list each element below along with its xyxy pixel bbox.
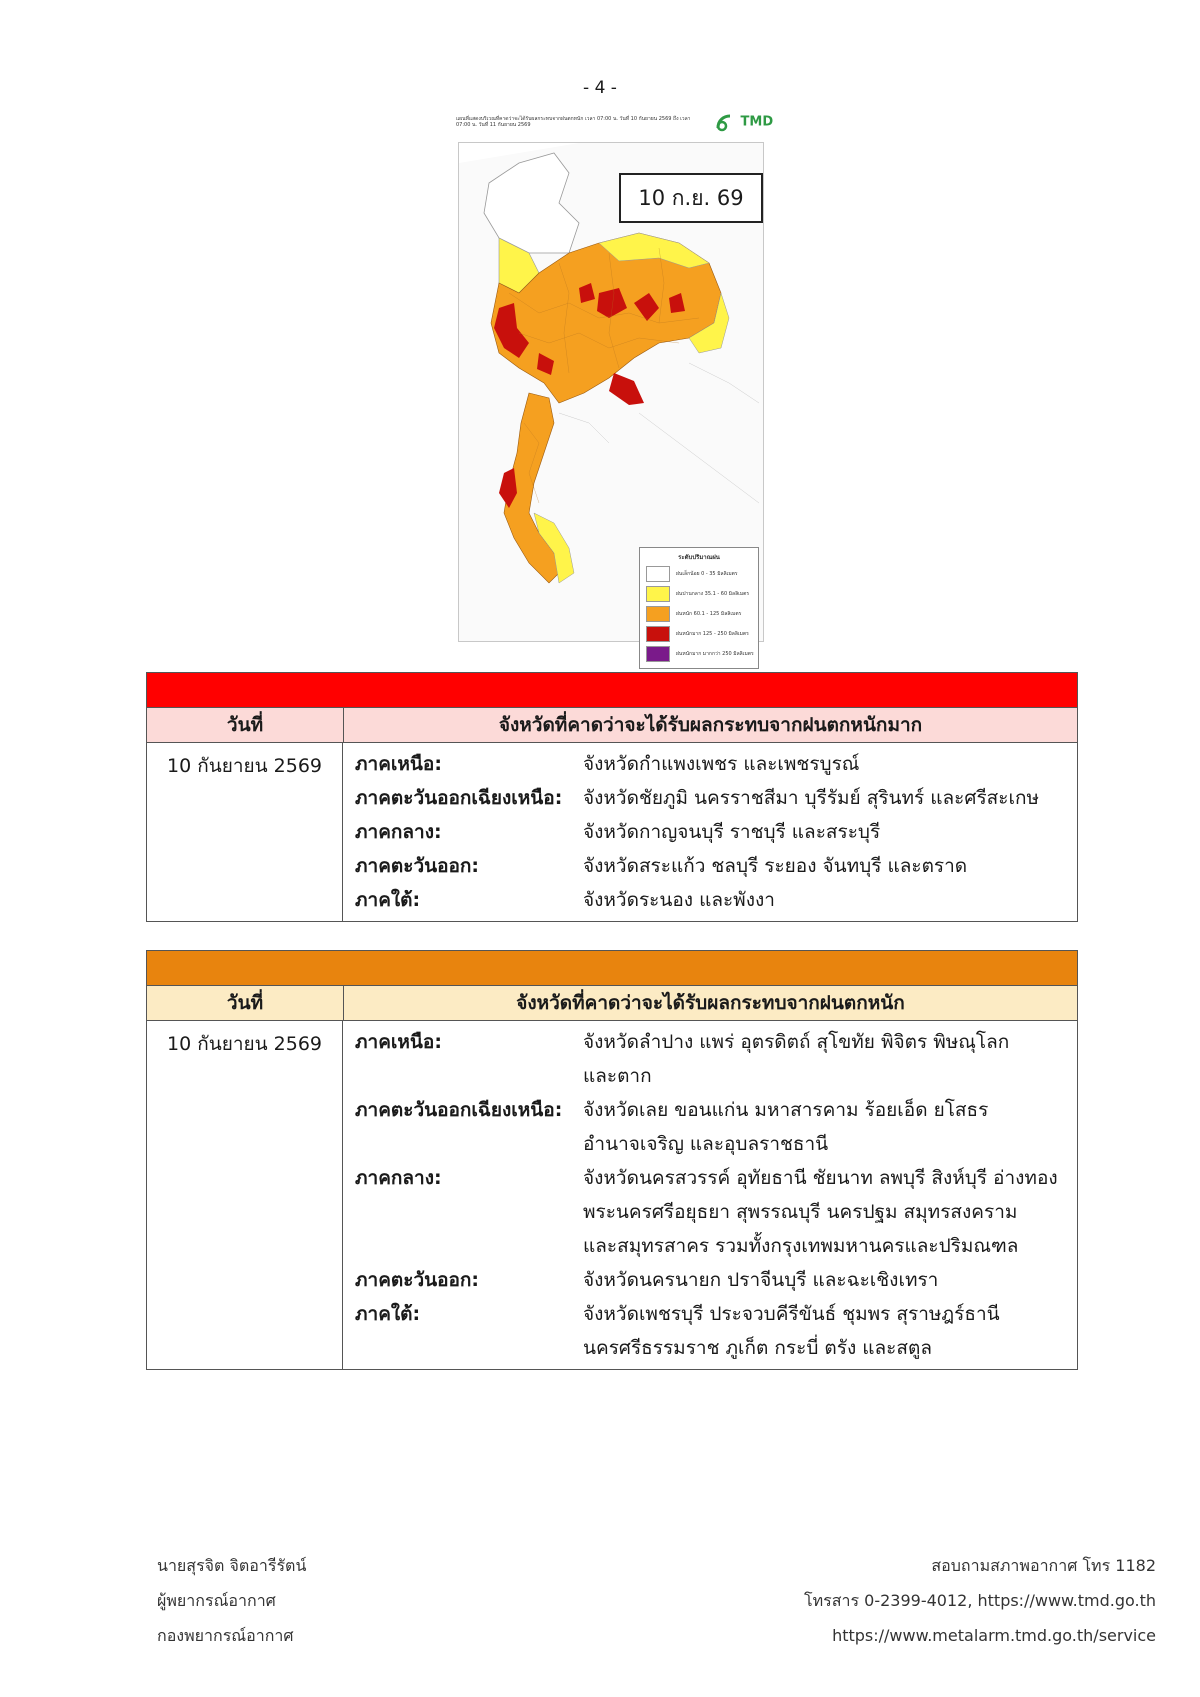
region-list <box>343 743 1077 921</box>
legend-item <box>640 564 758 584</box>
region-provinces: และสมุทรสาคร รวมทั้งกรุงเทพมหานครและปริมณฑล <box>583 1235 1019 1257</box>
forecaster-title: ผู้พยากรณ์อากาศ <box>157 1591 276 1610</box>
region-name: ภาคตะวันออกเฉียงเหนือ: <box>355 787 563 809</box>
legend-label: ฝนเล็กน้อย 0 - 35 มิลลิเมตร <box>676 571 738 577</box>
forecast-date: 10 กันยายน 2569 <box>147 743 343 921</box>
legend-swatch <box>646 566 670 582</box>
contact-info <box>804 1548 1156 1653</box>
region-name <box>343 1059 583 1093</box>
tmd-logo <box>714 112 774 136</box>
region-name <box>343 1127 583 1161</box>
region-provinces: จังหวัดนครสวรรค์ อุทัยธานี ชัยนาท ลพบุรี สิงห์บุรี อ่างทอง <box>583 1167 1058 1189</box>
region-provinces: จังหวัดสระแก้ว ชลบุรี ระยอง จันทบุรี และตราด <box>583 855 968 877</box>
region-name: ภาคใต้: <box>355 889 421 911</box>
table-body <box>147 743 1077 921</box>
header-date: วันที่ <box>147 708 344 742</box>
legend-swatch <box>646 606 670 622</box>
very-heavy-rain-table <box>146 672 1078 922</box>
region-row <box>343 1263 1077 1297</box>
region-row <box>343 1331 1077 1365</box>
legend-swatch <box>646 646 670 662</box>
region-name: ภาคเหนือ: <box>355 1031 442 1053</box>
map-frame <box>458 142 764 657</box>
forecaster-name: นายสุรจิต จิตอารีรัตน์ <box>157 1556 307 1575</box>
region-provinces: จังหวัดกาญจนบุรี ราชบุรี และสระบุรี <box>583 821 881 843</box>
table-header <box>147 708 1077 743</box>
header-provinces: จังหวัดที่คาดว่าจะได้รับผลกระทบจากฝนตกหนักมาก <box>498 714 923 736</box>
region-row <box>343 849 1077 883</box>
region-provinces: จังหวัดนครนายก ปราจีนบุรี และฉะเชิงเทรา <box>583 1269 939 1291</box>
legend-swatch <box>646 626 670 642</box>
region-provinces: จังหวัดเพชรบุรี ประจวบคีรีขันธ์ ชุมพร สุราษฎร์ธานี <box>583 1303 1000 1325</box>
legend-item <box>640 624 758 644</box>
region-provinces: และตาก <box>583 1065 652 1087</box>
region-row <box>343 1297 1077 1331</box>
heavy-rain-table <box>146 950 1078 1370</box>
legend-label: ฝนปานกลาง 35.1 - 60 มิลลิเมตร <box>676 591 750 597</box>
warning-color-bar <box>147 951 1077 986</box>
legend-item <box>640 584 758 604</box>
region-name: ภาคกลาง: <box>355 821 442 843</box>
region-provinces: จังหวัดชัยภูมิ นครราชสีมา บุรีรัมย์ สุรินทร์ และศรีสะเกษ <box>583 787 1039 809</box>
legend-label: ฝนหนักมาก 125 - 250 มิลลิเมตร <box>676 631 749 637</box>
map-legend <box>639 547 759 669</box>
forecaster-division: กองพยากรณ์อากาศ <box>157 1626 294 1645</box>
region-row <box>343 1229 1077 1263</box>
map-date-label: 10 ก.ย. 69 <box>619 173 763 223</box>
region-name: ภาคตะวันออก: <box>355 855 480 877</box>
legend-item <box>640 644 758 664</box>
forecast-date: 10 กันยายน 2569 <box>147 1021 343 1369</box>
legend-title: ระดับปริมาณฝน <box>678 554 720 561</box>
contact-service-link[interactable]: https://www.metalarm.tmd.go.th/service <box>832 1626 1156 1645</box>
header-date: วันที่ <box>147 986 344 1020</box>
tmd-logo-icon <box>714 112 736 132</box>
region-provinces: จังหวัดกำแพงเพชร และเพชรบูรณ์ <box>583 753 860 775</box>
region-name: ภาคใต้: <box>355 1303 421 1325</box>
map-title: แผนที่แสดงบริเวณที่คาดว่าจะได้รับผลกระทบจากฝนตกหนัก เวลา 07:00 น. วันที่ 10 กันยายน 2569 ถึง เวลา 07:00 น. วันที่ 11 กันยายน 2569 <box>456 116 691 128</box>
region-provinces: จังหวัดลำปาง แพร่ อุตรดิตถ์ สุโขทัย พิจิตร พิษณุโลก <box>583 1031 1010 1053</box>
legend-item <box>640 604 758 624</box>
region-row <box>343 1059 1077 1093</box>
warning-color-bar <box>147 673 1077 708</box>
header-provinces: จังหวัดที่คาดว่าจะได้รับผลกระทบจากฝนตกหนัก <box>516 992 905 1014</box>
region-row <box>343 781 1077 815</box>
region-provinces: พระนครศรีอยุธยา สุพรรณบุรี นครปฐม สมุทรสงคราม <box>583 1201 1018 1223</box>
contact-phone: สอบถามสภาพอากาศ โทร 1182 <box>931 1556 1156 1575</box>
region-row <box>343 1127 1077 1161</box>
region-name <box>343 1331 583 1365</box>
region-name: ภาคเหนือ: <box>355 753 442 775</box>
region-name: ภาคกลาง: <box>355 1167 442 1189</box>
region-name <box>343 1229 583 1263</box>
tmd-logo-text: TMD <box>740 114 774 130</box>
table-body <box>147 1021 1077 1369</box>
region-provinces: จังหวัดระนอง และพังงา <box>583 889 775 911</box>
region-row <box>343 1025 1077 1059</box>
page-number: - 4 - <box>583 78 617 98</box>
region-name: ภาคตะวันออกเฉียงเหนือ: <box>355 1099 563 1121</box>
region-row <box>343 1195 1077 1229</box>
contact-fax-website: โทรสาร 0-2399-4012, https://www.tmd.go.th <box>804 1591 1156 1610</box>
region-row <box>343 883 1077 917</box>
region-row <box>343 747 1077 781</box>
rainfall-map-figure <box>452 112 774 657</box>
region-row <box>343 815 1077 849</box>
region-provinces: จังหวัดเลย ขอนแก่น มหาสารคาม ร้อยเอ็ด ยโสธร <box>583 1099 989 1121</box>
region-row <box>343 1093 1077 1127</box>
region-provinces: นครศรีธรรมราช ภูเก็ต กระบี่ ตรัง และสตูล <box>583 1337 932 1359</box>
forecaster-signature <box>157 1548 306 1653</box>
legend-label: ฝนหนักมาก มากกว่า 250 มิลลิเมตร <box>676 651 754 657</box>
legend-swatch <box>646 586 670 602</box>
region-list <box>343 1021 1077 1369</box>
region-provinces: อำนาจเจริญ และอุบลราชธานี <box>583 1133 829 1155</box>
region-name: ภาคตะวันออก: <box>355 1269 480 1291</box>
legend-label: ฝนหนัก 60.1 - 125 มิลลิเมตร <box>676 611 742 617</box>
region-row <box>343 1161 1077 1195</box>
table-header <box>147 986 1077 1021</box>
region-name <box>343 1195 583 1229</box>
